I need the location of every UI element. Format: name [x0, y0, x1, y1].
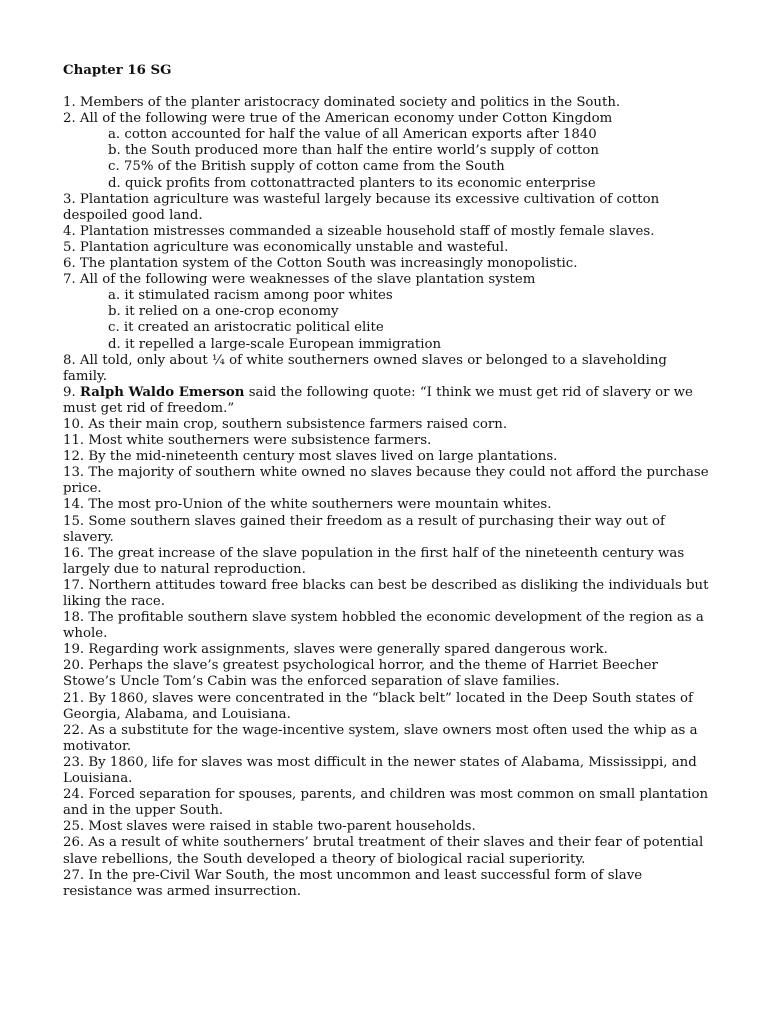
sub-list-item: b. the South produced more than half the entire world’s supply of cotton [108, 143, 599, 159]
list-item: 22. As a substitute for the wage-incentive system, slave owners most often used the whip as a motivator. [63, 722, 698, 754]
list-item: 18. The profitable southern slave system hobbled the economic development of the region as a whole. [63, 610, 704, 642]
list-item: 17. Northern attitudes toward free blacks can best be described as disliking the individuals but liking the race. [63, 577, 709, 609]
sub-list-item: c. 75% of the British supply of cotton came from the South [108, 159, 505, 175]
item-bold-name: Ralph Waldo Emerson [79, 384, 245, 400]
list-item: 11. Most white southerners were subsistence farmers. [63, 433, 432, 449]
item-text: said the following quote: “I think we must get rid of slavery or we must get rid of freedom.” [63, 384, 693, 416]
list-item: 16. The great increase of the slave population in the first half of the nineteenth century was largely due to natural reproduction. [63, 545, 685, 577]
list-item: 15. Some southern slaves gained their freedom as a result of purchasing their way out of slavery. [63, 513, 665, 545]
list-item: 20. Perhaps the slave’s greatest psychological horror, and the theme of Harriet Beecher Stowe’s Uncle Tom’s Cabin was the enforced separation of slave families. [63, 658, 658, 690]
list-item: 3. Plantation agriculture was wasteful largely because its excessive cultivation of cotton despoiled good land. [63, 191, 660, 223]
list-item: 8. All told, only about ¼ of white southerners owned slaves or belonged to a slaveholding family. [63, 352, 667, 384]
list-item: 2. All of the following were true of the American economy under Cotton Kingdom [63, 111, 613, 127]
page-title: Chapter 16 SG [63, 63, 172, 78]
list-item: 4. Plantation mistresses commanded a sizeable household staff of mostly female slaves. [63, 223, 655, 239]
list-item: 6. The plantation system of the Cotton South was increasingly monopolistic. [63, 256, 578, 272]
list-item: 1. Members of the planter aristocracy dominated society and politics in the South. [63, 95, 621, 111]
list-item: 21. By 1860, slaves were concentrated in the “black belt” located in the Deep South states of Georgia, Alabama, and Louisiana. [63, 690, 693, 722]
sub-list-item: a. cotton accounted for half the value of all American exports after 1840 [108, 127, 597, 143]
list-item: 10. As their main crop, southern subsistence farmers raised corn. [63, 416, 508, 432]
sub-list-item: c. it created an aristocratic political elite [108, 320, 384, 336]
list-item: 19. Regarding work assignments, slaves were generally spared dangerous work. [63, 642, 608, 658]
list-item: 5. Plantation agriculture was economically unstable and wasteful. [63, 239, 509, 255]
list-item: 7. All of the following were weaknesses of the slave plantation system [63, 272, 536, 288]
list-item: 24. Forced separation for spouses, parents, and children was most common on small plantation and in the upper South. [63, 787, 709, 819]
list-item: 12. By the mid-nineteenth century most slaves lived on large plantations. [63, 449, 558, 465]
list-item: 14. The most pro-Union of the white southerners were mountain whites. [63, 497, 552, 513]
list-item: 25. Most slaves were raised in stable two-parent households. [63, 819, 476, 835]
item-prefix: 9. [63, 384, 80, 400]
list-item: 23. By 1860, life for slaves was most difficult in the newer states of Alabama, Mississippi, and Louisiana. [63, 754, 697, 787]
sub-list-item: a. it stimulated racism among poor whites [108, 288, 393, 304]
document-body [63, 63, 713, 900]
sub-list-item: d. it repelled a large-scale European immigration [108, 336, 442, 352]
sub-list-item: b. it relied on a one-crop economy [108, 304, 339, 320]
list-item: 26. As a result of white southerners’ brutal treatment of their slaves and their fear of potential slave rebellions, the South developed a theory of biological racial superiority. [63, 835, 704, 867]
study-guide-list [63, 95, 713, 900]
sub-list-item: d. quick profits from cottonattracted planters to its economic enterprise [108, 175, 596, 191]
list-item: 13. The majority of southern white owned no slaves because they could not afford the purchase price. [63, 465, 709, 497]
list-item: 27. In the pre-Civil War South, the most uncommon and least successful form of slave resistance was armed insurrection. [63, 867, 643, 899]
list-item [63, 385, 713, 417]
